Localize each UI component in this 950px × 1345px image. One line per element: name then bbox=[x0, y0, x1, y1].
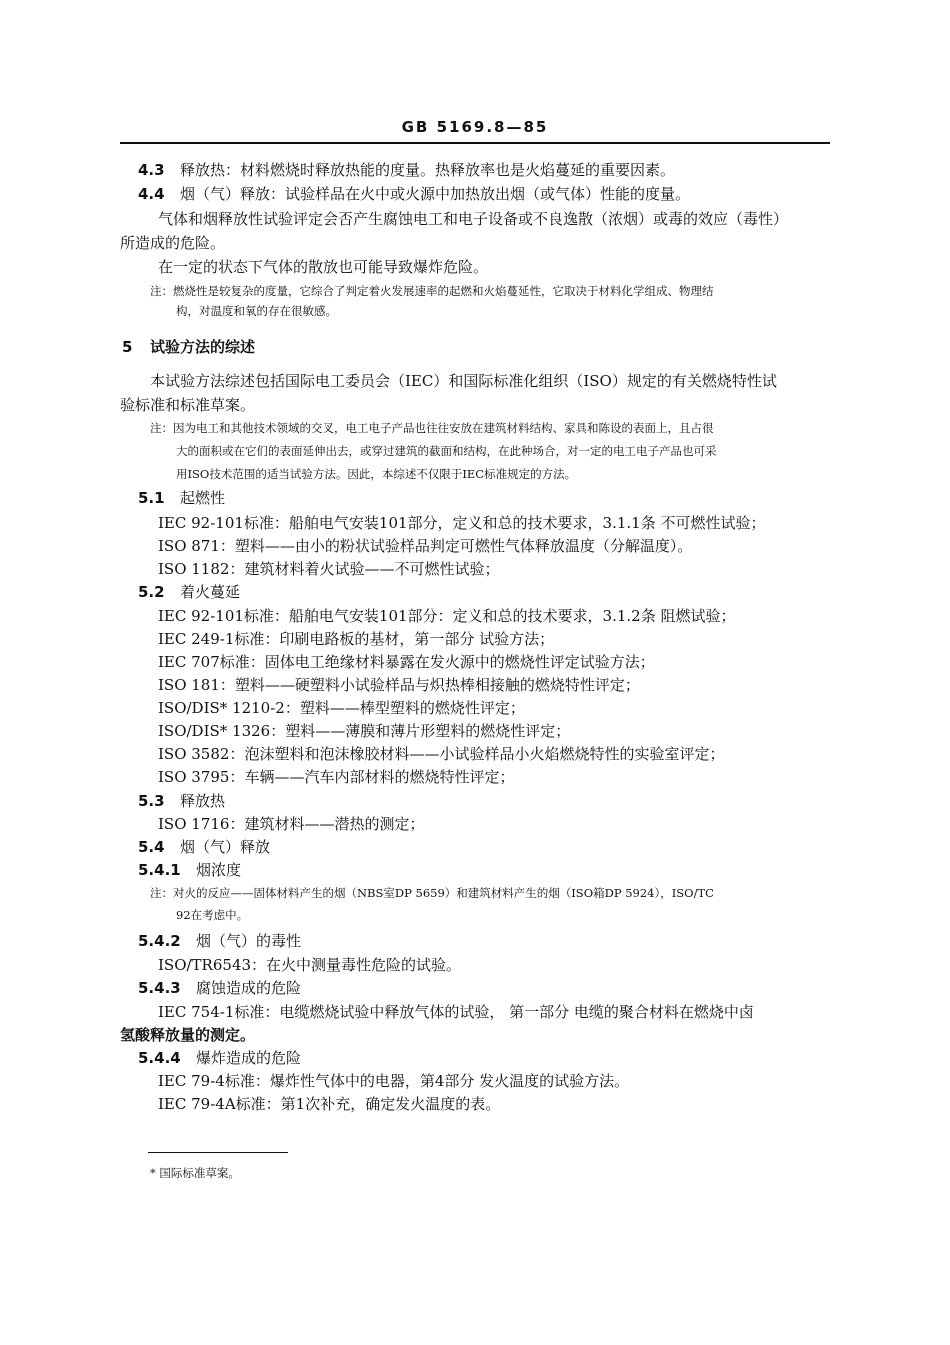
clause-5-4-1-heading bbox=[138, 863, 241, 878]
standard-list-item: IEC 92-101标准：船舶电气安装101部分：定义和总的技术要求，3.1.2条 阻燃试验； bbox=[158, 607, 736, 625]
note-line: 构，对温度和氧的存在很敏感。 bbox=[176, 304, 337, 318]
clause-title: 腐蚀造成的危险 bbox=[196, 979, 302, 997]
standard-list-item: IEC 79-4标准：爆炸性气体中的电器，第4部分 发火温度的试验方法。 bbox=[158, 1072, 630, 1090]
clause-number: 5.4.3 bbox=[138, 979, 181, 997]
standard-list-item: ISO 3582：泡沫塑料和泡沫橡胶材料——小试验样品小火焰燃烧特性的实验室评定； bbox=[158, 745, 725, 763]
clause-title: 爆炸造成的危险 bbox=[196, 1049, 302, 1067]
clause-number: 5.4.2 bbox=[138, 932, 181, 950]
clause-number: 5.4 bbox=[138, 838, 165, 856]
paragraph-line: 所造成的危险。 bbox=[120, 234, 226, 252]
standard-list-item: IEC 79-4A标准：第1次补充，确定发火温度的表。 bbox=[158, 1095, 501, 1113]
standard-list-item-continuation: 氢酸释放量的测定。 bbox=[120, 1026, 256, 1044]
paragraph-line: 本试验方法综述包括国际电工委员会（IEC）和国际标准化组织（ISO）规定的有关燃烧特性试 bbox=[150, 372, 777, 390]
paragraph-line: 气体和烟释放性试验评定会否产生腐蚀电工和电子设备或不良逸散（浓烟）或毒的效应（毒性） bbox=[158, 210, 789, 228]
standard-list-item: ISO 1716：建筑材料——潜热的测定； bbox=[158, 815, 425, 833]
clause-5-4-2-heading bbox=[138, 934, 301, 949]
standard-list-item: ISO 181：塑料——硬塑料小试验样品与炽热棒相接触的燃烧特性评定； bbox=[158, 676, 640, 694]
clause-number: 5.4.4 bbox=[138, 1049, 181, 1067]
note-line: 注：燃烧性是较复杂的度量，它综合了判定着火发展速率的起燃和火焰蔓延性，它取决于材料化学组成、物理结 bbox=[150, 284, 714, 298]
note-line: 注：对火的反应——固体材料产生的烟（NBS室DP 5659）和建筑材料产生的烟（ISO箱DP 5924），ISO/TC bbox=[150, 886, 714, 900]
standard-list-item: ISO 871：塑料——由小的粉状试验样品判定可燃性气体释放温度（分解温度）。 bbox=[158, 537, 693, 555]
clause-title: 烟浓度 bbox=[196, 861, 242, 879]
paragraph-line: 验标准和标准草案。 bbox=[120, 396, 256, 414]
clause-5-3-heading bbox=[138, 794, 225, 809]
clause-title: 起燃性 bbox=[180, 489, 226, 507]
clause-title: 烟（气）释放 bbox=[180, 838, 271, 856]
clause-number: 5.3 bbox=[138, 792, 165, 810]
clause-4-3 bbox=[138, 163, 675, 178]
clause-number: 4.3 bbox=[138, 161, 165, 179]
section-number: 5 bbox=[122, 338, 133, 356]
standard-list-item: IEC 754-1标准：电缆燃烧试验中释放气体的试验， 第一部分 电缆的聚合材料在燃烧中卤 bbox=[158, 1003, 754, 1021]
clause-5-4-4-heading bbox=[138, 1051, 301, 1066]
section-5-heading bbox=[122, 340, 255, 355]
paragraph-line: 在一定的状态下气体的散放也可能导致爆炸危险。 bbox=[158, 258, 489, 276]
standard-list-item: ISO 3795：车辆——汽车内部材料的燃烧特性评定； bbox=[158, 768, 515, 786]
clause-text: 烟（气）释放：试验样品在火中或火源中加热放出烟（或气体）性能的度量。 bbox=[180, 185, 691, 203]
clause-title: 烟（气）的毒性 bbox=[196, 932, 302, 950]
standard-list-item: ISO/DIS* 1210-2：塑料——棒型塑料的燃烧性评定； bbox=[158, 699, 525, 717]
clause-5-1-heading bbox=[138, 491, 225, 506]
clause-5-4-3-heading bbox=[138, 981, 301, 996]
clause-number: 5.2 bbox=[138, 583, 165, 601]
section-title: 试验方法的综述 bbox=[150, 338, 256, 356]
header-rule bbox=[120, 142, 830, 144]
standard-number-header: GB 5169.8—85 bbox=[401, 118, 549, 136]
clause-4-4 bbox=[138, 187, 690, 202]
note-line: 大的面积或在它们的表面延伸出去，或穿过建筑的截面和结构，在此种场合，对一定的电工电子产品也可采 bbox=[176, 444, 717, 458]
clause-5-2-heading bbox=[138, 585, 240, 600]
note-line: 注：因为电工和其他技术领域的交叉，电工电子产品也往往安放在建筑材料结构、家具和陈设的表面上，且占很 bbox=[150, 421, 714, 435]
clause-title: 释放热 bbox=[180, 792, 226, 810]
clause-5-4-heading bbox=[138, 840, 270, 855]
clause-number: 5.4.1 bbox=[138, 861, 181, 879]
footnote: * 国际标准草案。 bbox=[150, 1166, 240, 1180]
standard-list-item: IEC 707标准：固体电工绝缘材料暴露在发火源中的燃烧性评定试验方法； bbox=[158, 653, 655, 671]
clause-text: 释放热：材料燃烧时释放热能的度量。热释放率也是火焰蔓延的重要因素。 bbox=[180, 161, 676, 179]
standard-list-item: ISO 1182：建筑材料着火试验——不可燃性试验； bbox=[158, 560, 500, 578]
standard-list-item: IEC 92-101标准：船舶电气安装101部分，定义和总的技术要求，3.1.1条 不可燃性试验； bbox=[158, 514, 766, 532]
standard-list-item: ISO/TR6543：在火中测量毒性危险的试验。 bbox=[158, 956, 462, 974]
clause-number: 5.1 bbox=[138, 489, 165, 507]
note-line: 92在考虑中。 bbox=[176, 908, 249, 922]
clause-title: 着火蔓延 bbox=[180, 583, 241, 601]
standard-list-item: IEC 249-1标准：印刷电路板的基材，第一部分 试验方法； bbox=[158, 630, 555, 648]
footnote-rule bbox=[148, 1152, 288, 1153]
clause-number: 4.4 bbox=[138, 185, 165, 203]
note-line: 用ISO技术范围的适当试验方法。因此，本综述不仅限于IEC标准规定的方法。 bbox=[176, 467, 577, 481]
standard-list-item: ISO/DIS* 1326：塑料——薄膜和薄片形塑料的燃烧性评定； bbox=[158, 722, 571, 740]
